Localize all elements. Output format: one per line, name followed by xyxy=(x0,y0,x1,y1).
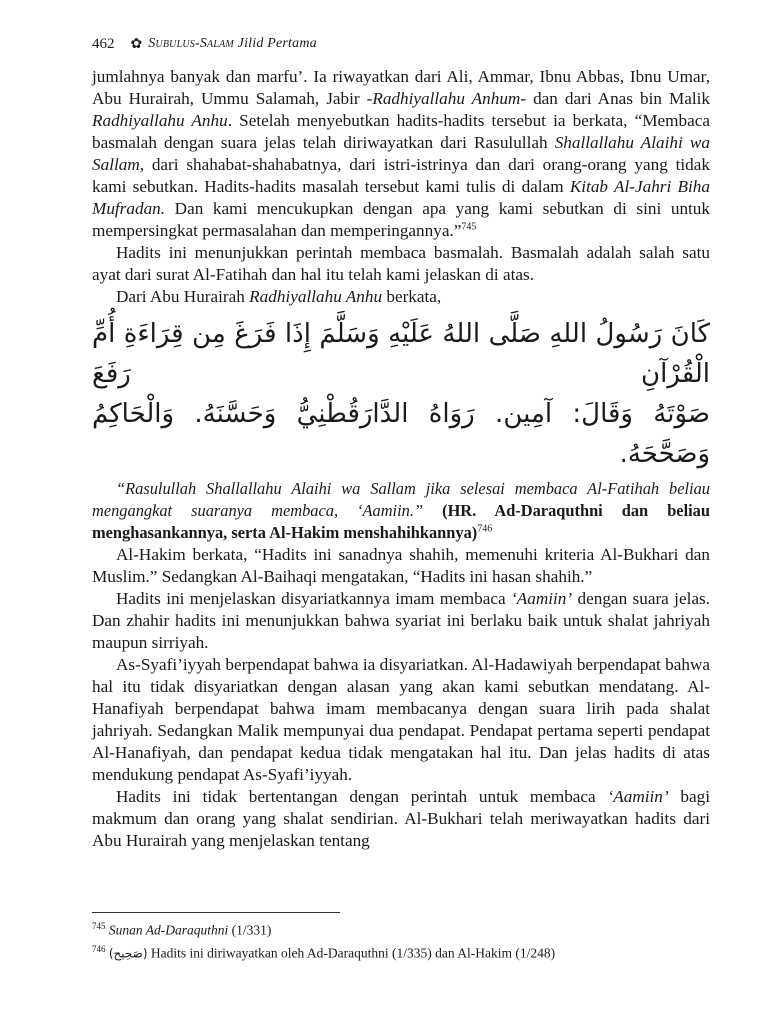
italic-run: Sunan Ad-Daraquthni xyxy=(108,922,229,938)
paragraph-2: Hadits ini menunjukkan perintah membaca basmalah. Basmalah adalah salah satu ayat dari surat Al-Fatihah dan hal itu telah kami jelaskan di atas. xyxy=(92,243,710,284)
bold-run: (HR. Ad-Daraquthni dan beliau menghasankannya, serta Al-Hakim menshahihkannya) xyxy=(92,501,710,542)
footnote-745 xyxy=(92,917,710,940)
book-title-main: Subulus-Salam xyxy=(148,36,234,51)
text-run: - dan dari Anas bin Malik xyxy=(520,89,710,108)
text-run: Dari Abu Hurairah xyxy=(116,287,250,306)
text-run: . Setelah menyebutkan hadits-hadits tersebut ia berkata, “Membaca basmalah dengan suara jelas telah diriwayatkan dari Rasulullah xyxy=(92,111,710,152)
text-run: Dan kami mencukupkan dengan apa yang kami sebutkan di sini untuk mempersingkat permasalahan dan memperingannya.” xyxy=(92,199,710,240)
book-title xyxy=(148,36,317,52)
text-run: jumlahnya banyak dan marfu’. Ia riwayatkan dari Ali, Ammar, Ibnu Abbas, Ibnu Umar, Abu Hurairah, Ummu Salamah, Jabir - xyxy=(92,67,710,108)
text-run: (1/331) xyxy=(228,922,272,938)
italic-run: “Rasulullah Shallallahu Alaihi wa Sallam jika selesai membaca Al-Fatihah beliau mengangkat suaranya membaca, ‘Aamiin.” xyxy=(92,479,710,520)
text-run: bagi makmum dan orang yang shalat sendirian. Al-Bukhari telah meriwayatkan hadits dari Abu Hurairah yang menjelaskan tentang xyxy=(92,787,711,850)
paragraph-4: Al-Hakim berkata, “Hadits ini sanadnya shahih, memenuhi kriteria Al-Bukhari dan Muslim.” Sedangkan Al-Baihaqi mengatakan, “Hadits ini hasan shahih.” xyxy=(92,545,710,586)
text-run: berkata, xyxy=(382,287,442,306)
footnote-746 xyxy=(92,940,710,964)
text-run: dengan suara jelas. Dan zhahir hadits ini menunjukkan bahwa syariat ini berlaku baik untuk shalat jahriyah maupun sirriyah. xyxy=(92,589,710,652)
italic-run: Kitab Al-Jahri Biha Mufradan. xyxy=(92,177,710,218)
text-run: , dari shahabat-shahabatnya, dari istri-istrinya dan dari orang-orang yang tidak kami sebutkan. Hadits-hadits masalah tersebut kami tulis di dalam xyxy=(92,155,710,196)
italic-run: Radhiyallahu Anhum xyxy=(372,89,521,108)
footnote-number: 746 xyxy=(92,943,106,954)
paragraph-5 xyxy=(92,588,710,654)
text-run: Hadits ini diriwayatkan oleh Ad-Daraquthni (1/335) dan Al-Hakim (1/248) xyxy=(147,945,556,960)
arabic-line-2: صَوْتَهُ وَقَالَ: آمِين. رَوَاهُ الدَّارَقُطْنِيُّ وَحَسَّنَهُ. وَالْحَاكِمُ وَصَحَّحَهُ. xyxy=(92,399,710,469)
text-run: Hadits ini tidak bertentangan dengan perintah untuk membaca xyxy=(116,787,608,806)
arabic-hadith xyxy=(92,314,710,474)
book-title-volume: Jilid Pertama xyxy=(237,36,317,51)
footnote-ref: 746 xyxy=(477,523,493,535)
paragraph-7 xyxy=(92,786,710,852)
paragraph-6: As-Syafi’iyyah berpendapat bahwa ia disyariatkan. Al-Hadawiyah berpendapat bahwa hal itu tidak disyariatkan dengan alasan yang akan kami sebutkan mendatang. Al-Hanafiyah berpendapat bahwa imam membacanya dengan suara lirih pada shalat jahriyah. Sedangkan Malik mempunyai dua pendapat. Pendapat pertama seperti pendapat Al-Hanafiyah, dan pendapat kedua tidak mengatakan hal itu. Dan jelas hadits di atas mendukung pendapat As-Syafi’iyyah. xyxy=(92,655,710,784)
page-number: 462 xyxy=(92,35,115,52)
footnote-divider xyxy=(92,912,340,913)
hadith-translation xyxy=(92,478,710,544)
italic-run: Radhiyallahu Anhu xyxy=(92,111,228,130)
italic-run: ‘Aamiin’ xyxy=(511,589,573,608)
page-body xyxy=(92,66,710,852)
paragraph-1 xyxy=(92,66,710,242)
paragraph-3 xyxy=(92,286,710,308)
italic-run: ‘Aamiin’ xyxy=(607,787,669,806)
footnote-number: 745 xyxy=(92,921,106,931)
flower-ornament-icon: ✿ xyxy=(130,36,143,52)
footnotes xyxy=(92,912,710,963)
text-run: Hadits ini menjelaskan disyariatkannya imam membaca xyxy=(116,589,512,608)
arabic-line-1: كَانَ رَسُولُ اللهِ صَلَّى اللهُ عَلَيْهِ وَسَلَّمَ إِذَا فَرَغَ مِن قِرَاءَةِ أُمِّ الْقُرْآنِ رَفَعَ xyxy=(92,319,710,389)
arabic-grade: (صَحِيح) xyxy=(108,946,148,960)
italic-run: Shallallahu Alaihi wa Sallam xyxy=(92,133,710,174)
footnote-ref: 745 xyxy=(461,221,477,233)
running-header xyxy=(92,32,710,56)
italic-run: Radhiyallahu Anhu xyxy=(249,287,383,306)
